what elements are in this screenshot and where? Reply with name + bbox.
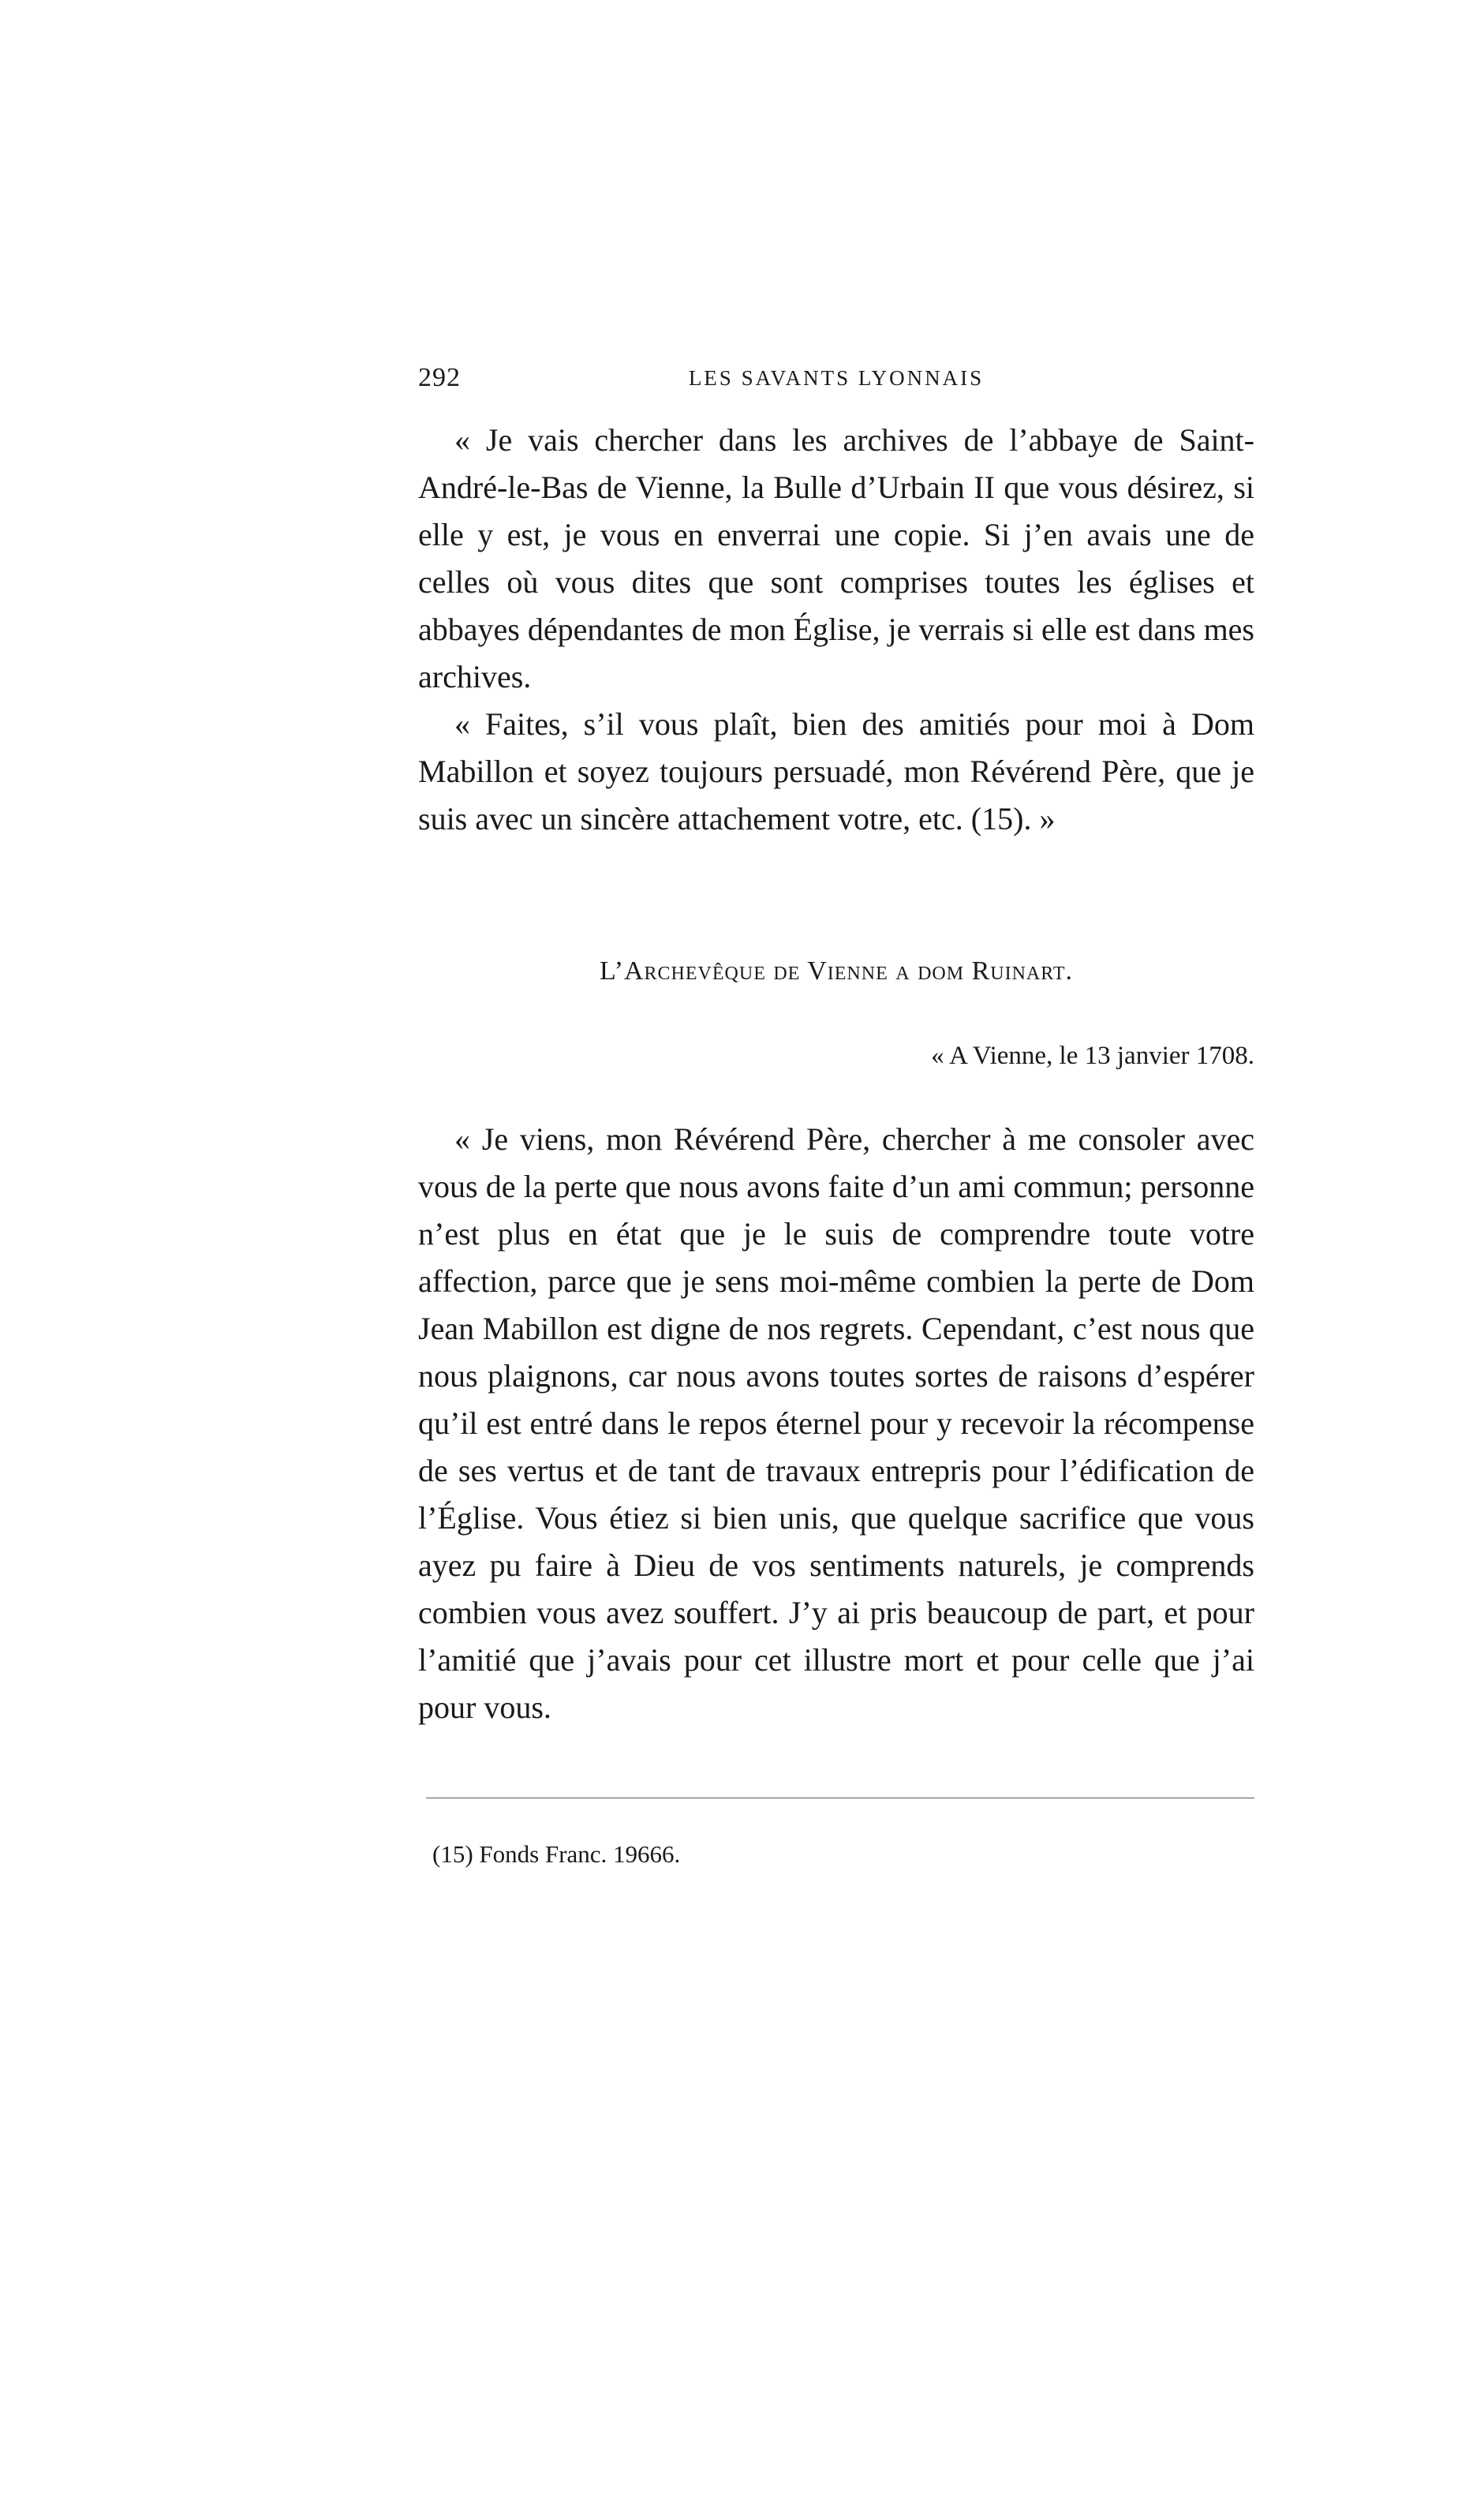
paragraph: « Je viens, mon Révérend Père, chercher à me consoler avec vous de la perte que nous avons faite d’un ami commun; personne n’est plus en état que je le suis de comprendre toute votre affection, parce que je sens moi-même combien la perte de Dom Jean Mabillon est digne de nos regrets. Cependant, c’est nous que nous plaignons, car nous avons toutes sortes de raisons d’espérer qu’il est entré dans le repos éternel pour y recevoir la récompense de ses vertus et de tant de travaux entrepris pour l’édification de l’Église. Vous étiez si bien unis, que quelque sacrifice que vous ayez pu faire à Dieu de vos sentiments naturels, je comprends combien vous avez souffert. J’y ai pris beaucoup de part, et pour l’amitié que j’avais pour cet illustre mort et pour celle que j’ai pour vous. (418, 1121, 1254, 1725)
page-number: 292 (418, 363, 461, 392)
letter-two-body (418, 1116, 1254, 1731)
running-title: LES SAVANTS LYONNAIS (688, 366, 985, 390)
page-header (418, 363, 1254, 398)
letter-one-body (418, 417, 1254, 843)
footnote: (15) Fonds Franc. 19666. (432, 1840, 681, 1868)
letter-heading: L’Archevêque de Vienne a dom Ruinart. (600, 956, 1073, 986)
paragraph: « Faites, s’il vous plaît, bien des amitiés pour moi à Dom Mabillon et soyez toujours persuadé, mon Révérend Père, que je suis avec un sincère attachement votre, etc. (15). » (418, 706, 1254, 836)
dateline: « A Vienne, le 13 janvier 1708. (931, 1042, 1254, 1070)
paragraph: « Je vais chercher dans les archives de l’abbaye de Saint-André-le-Bas de Vienne, la Bulle d’Urbain II que vous désirez, si elle y est, je vous en enverrai une copie. Si j’en avais une de celles où vous dites que sont comprises toutes les églises et abbayes dépendantes de mon Église, je verrais si elle est dans mes archives. (418, 422, 1254, 694)
